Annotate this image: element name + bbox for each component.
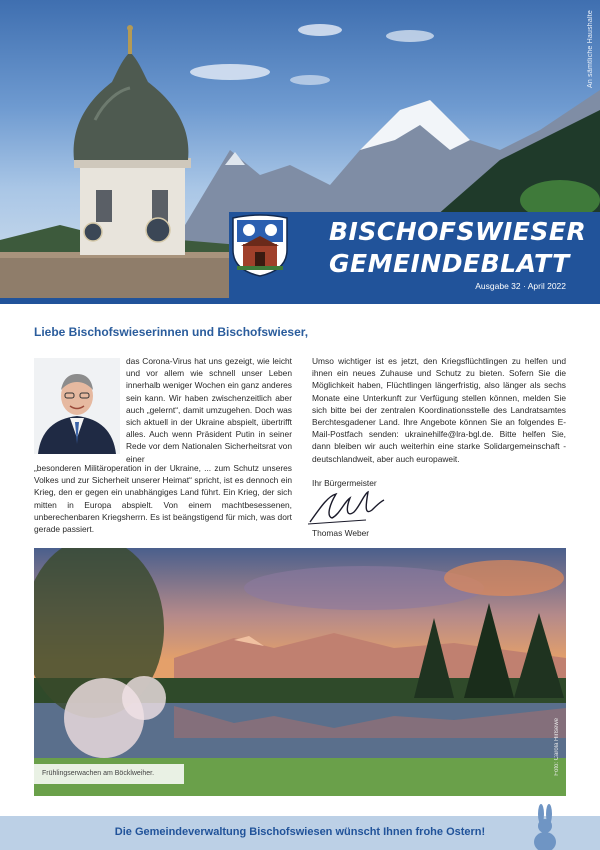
lake-landscape-image <box>34 548 566 796</box>
mayor-portrait <box>34 358 120 454</box>
municipal-crest-icon <box>229 212 291 278</box>
distribution-note: An sämtliche Haushalte <box>587 10 594 88</box>
letter-closing: Ihr Bürgermeister <box>312 478 377 488</box>
letter-column2: Umso wichtiger ist es jetzt, den Kriegsflüchtlingen zu helfen und ihnen ein neues Zuhause und Schutz zu bieten. Sofern Sie die Möglichkeit haben, Flüchtlingen längerfristig, also länger als sechs Monate eine Unterkunft zur Verfügung stellen können, melden Sie sich bitte bei der zentralen Koordinationsstelle des Landratsamtes Berchtesgadener Land. Ihre Angebote können Sie an folgendes E-Mail-Postfach senden: ukrainehilfe@lra-bgl.de. Bitte helfen Sie, dann bleiben wir auch weiterhin eine starke Solidargemeinschaft - deutschlandweit, aber auch europaweit. <box>312 356 566 464</box>
easter-bunny-icon <box>530 804 560 850</box>
letter-greeting: Liebe Bischofswieserinnen und Bischofswieser, <box>34 325 309 339</box>
letter-column1-top: das Corona-Virus hat uns gezeigt, wie leicht und vor allem wie schnell unser Leben innerhalb weniger Wochen ein ganz anderes sein kann. Wir haben zwischenzeitlich aber auch „gelernt“, damit umzugehen. Doch was sich aktuell in der Ukraine abspielt, übertrifft alles. Auch wenn Präsident Putin in seiner Rede vor dem Nationalen Sicherheitsrat von einer <box>126 356 292 464</box>
photo-credit: Foto: Carola Hirlsewe <box>554 718 560 776</box>
masthead-title-line2: GEMEINDEBLATT <box>329 249 570 278</box>
letter-column1-bottom: „besonderen Militäroperation in der Ukraine, ... zum Schutz unseres Volkes und zur Sicherheit unserer Heimat“ spricht, ist es dennoch ein Krieg, den er gegen ein unabhängiges Land führt. Ein Krieg, der sich mitten in Europa abspielt. Von einem machtbesessenen, unberechenbaren Kriegsherrn. Es ist beängstigend für mich, was dort gerade passiert. <box>34 463 292 535</box>
masthead-box <box>229 212 600 298</box>
issue-label: Ausgabe 32 · April 2022 <box>475 281 566 291</box>
header-banner <box>0 0 600 304</box>
masthead-title-line1: BISCHOFSWIESER <box>329 217 587 246</box>
mayor-name: Thomas Weber <box>312 528 370 538</box>
mayor-signature <box>306 488 386 528</box>
lake-photo <box>34 548 566 796</box>
header-rule <box>0 298 600 304</box>
footer-easter-greeting: Die Gemeindeverwaltung Bischofswiesen wünscht Ihnen frohe Ostern! <box>114 826 486 838</box>
footer-banner <box>0 816 600 850</box>
photo-caption: Frühlingserwachen am Böcklweiher. <box>34 764 184 784</box>
